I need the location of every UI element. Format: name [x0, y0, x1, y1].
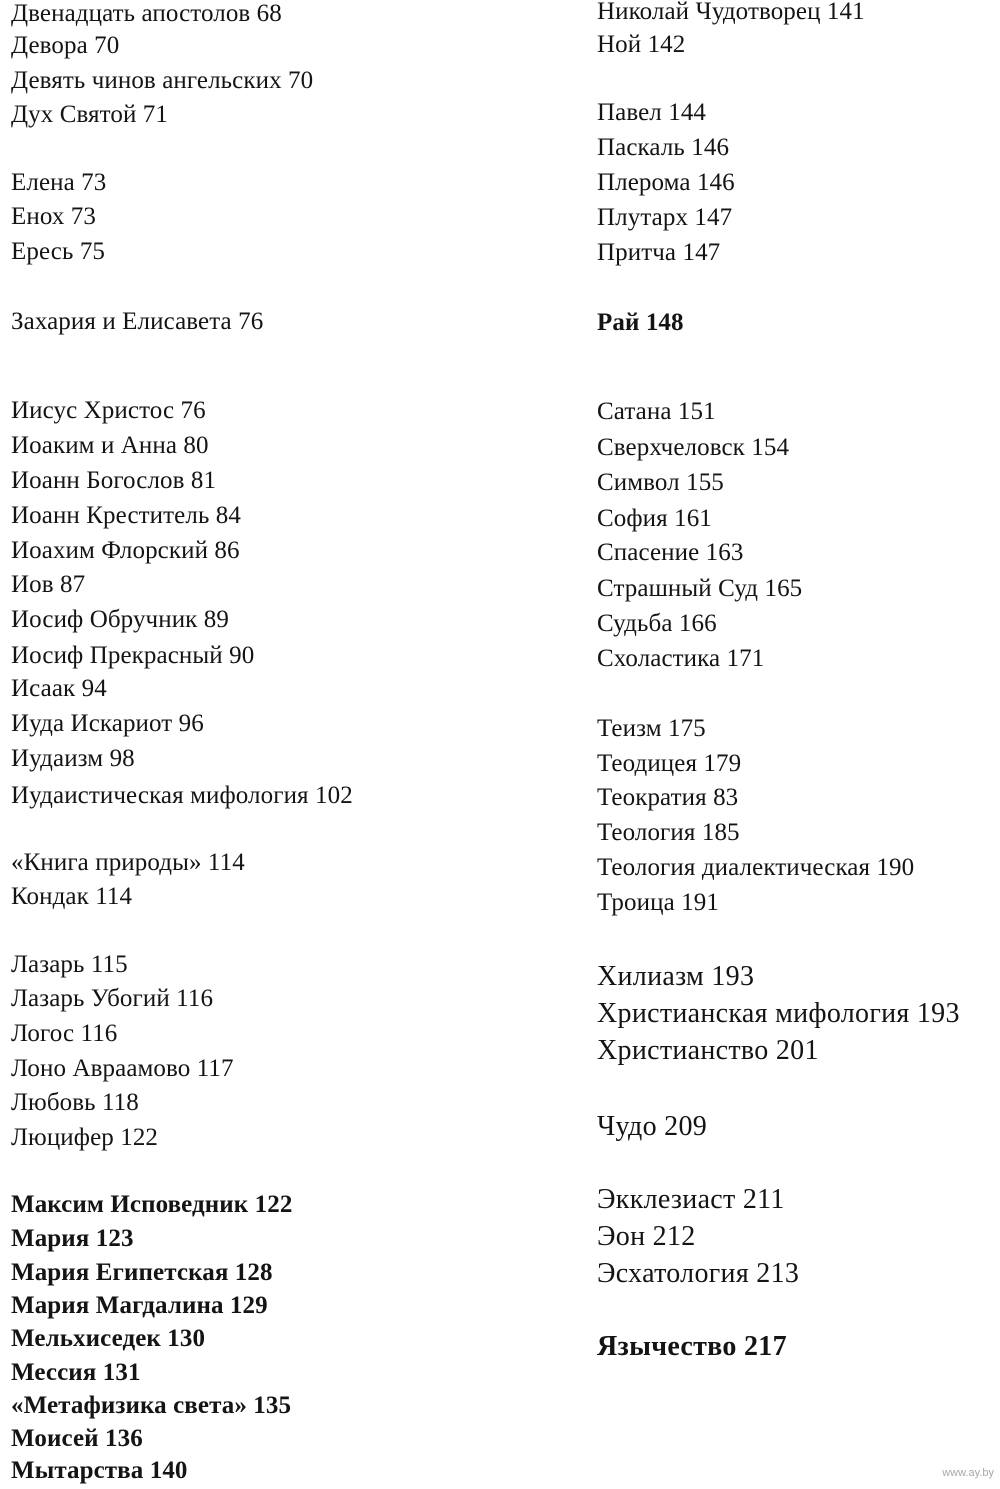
index-entry: Эсхатология 213 — [597, 1258, 800, 1289]
index-entry: Лазарь 115 — [11, 951, 128, 978]
index-entry: Лазарь Убогий 116 — [11, 985, 214, 1012]
index-entry: Мария 123 — [11, 1225, 134, 1252]
index-entry: Иосиф Прекрасный 90 — [11, 642, 255, 669]
index-entry: Моисей 136 — [11, 1425, 143, 1452]
index-entry: Павел 144 — [597, 99, 707, 126]
index-entry: Мессия 131 — [11, 1359, 141, 1386]
index-entry: Иудаистическая мифология 102 — [11, 782, 353, 809]
index-entry: Сатана 151 — [597, 398, 716, 425]
index-entry: Чудо 209 — [597, 1111, 708, 1142]
index-entry: Исаак 94 — [11, 675, 107, 702]
index-entry: Судьба 166 — [597, 610, 717, 637]
index-entry: Мария Магдалина 129 — [11, 1292, 268, 1319]
index-entry: Иов 87 — [11, 571, 86, 598]
index-entry: Троица 191 — [597, 889, 719, 916]
index-entry: Иоанн Креститель 84 — [11, 502, 242, 529]
index-entry: Мельхиседек 130 — [11, 1325, 206, 1352]
index-entry: Любовь 118 — [11, 1089, 139, 1116]
index-entry: Девора 70 — [11, 32, 120, 59]
index-entry: «Книга природы» 114 — [11, 849, 245, 876]
index-entry: Ной 142 — [597, 31, 686, 58]
index-entry: София 161 — [597, 505, 712, 532]
index-entry: Теизм 175 — [597, 715, 706, 742]
index-entry: Люцифер 122 — [11, 1124, 159, 1151]
index-entry: Рай 148 — [597, 309, 684, 336]
index-entry: Девять чинов ангельских 70 — [11, 67, 314, 94]
index-entry: Сверхчеловск 154 — [597, 434, 790, 461]
index-entry: Притча 147 — [597, 239, 721, 266]
index-entry: Николай Чудотворец 141 — [597, 0, 865, 25]
index-entry: Иоаким и Анна 80 — [11, 432, 209, 459]
index-entry: Лоно Авраамово 117 — [11, 1055, 234, 1082]
index-entry: Язычество 217 — [597, 1331, 787, 1362]
index-entry: Енох 73 — [11, 203, 96, 230]
index-entry: Эон 212 — [597, 1221, 696, 1252]
index-entry: Спасение 163 — [597, 539, 744, 566]
index-entry: Христианская мифология 193 — [597, 998, 960, 1029]
index-entry: Мария Египетская 128 — [11, 1259, 273, 1286]
index-entry: Теократия 83 — [597, 784, 739, 811]
index-entry: Кондак 114 — [11, 883, 133, 910]
index-entry: Захария и Елисавета 76 — [11, 308, 264, 335]
index-entry: «Метафизика света» 135 — [11, 1392, 292, 1419]
index-entry: Логос 116 — [11, 1020, 118, 1047]
index-entry: Дух Святой 71 — [11, 101, 168, 128]
index-entry: Иоахим Флорский 86 — [11, 537, 240, 564]
index-entry: Максим Исповедник 122 — [11, 1191, 293, 1218]
index-entry: Экклезиаст 211 — [597, 1184, 785, 1215]
index-entry: Теология 185 — [597, 819, 740, 846]
index-entry: Символ 155 — [597, 469, 724, 496]
index-entry: Плерома 146 — [597, 169, 735, 196]
index-entry: Иосиф Обручник 89 — [11, 606, 229, 633]
index-entry: Ересь 75 — [11, 238, 106, 265]
index-entry: Схоластика 171 — [597, 645, 765, 672]
index-entry: Иуда Искариот 96 — [11, 710, 204, 737]
index-entry: Мытарства 140 — [11, 1457, 188, 1484]
index-entry: Иисус Христос 76 — [11, 397, 206, 424]
watermark: www.ay.by — [942, 1467, 994, 1479]
index-entry: Двенадцать апостолов 68 — [11, 0, 282, 27]
index-entry: Теодицея 179 — [597, 750, 742, 777]
index-entry: Хилиазм 193 — [597, 961, 755, 992]
index-entry: Иудаизм 98 — [11, 745, 135, 772]
index-entry: Страшный Суд 165 — [597, 575, 803, 602]
index-entry: Елена 73 — [11, 169, 107, 196]
index-entry: Иоанн Богослов 81 — [11, 467, 217, 494]
index-entry: Паскаль 146 — [597, 134, 730, 161]
index-entry: Плутарх 147 — [597, 204, 733, 231]
index-entry: Теология диалектическая 190 — [597, 854, 915, 881]
index-entry: Христианство 201 — [597, 1035, 819, 1066]
